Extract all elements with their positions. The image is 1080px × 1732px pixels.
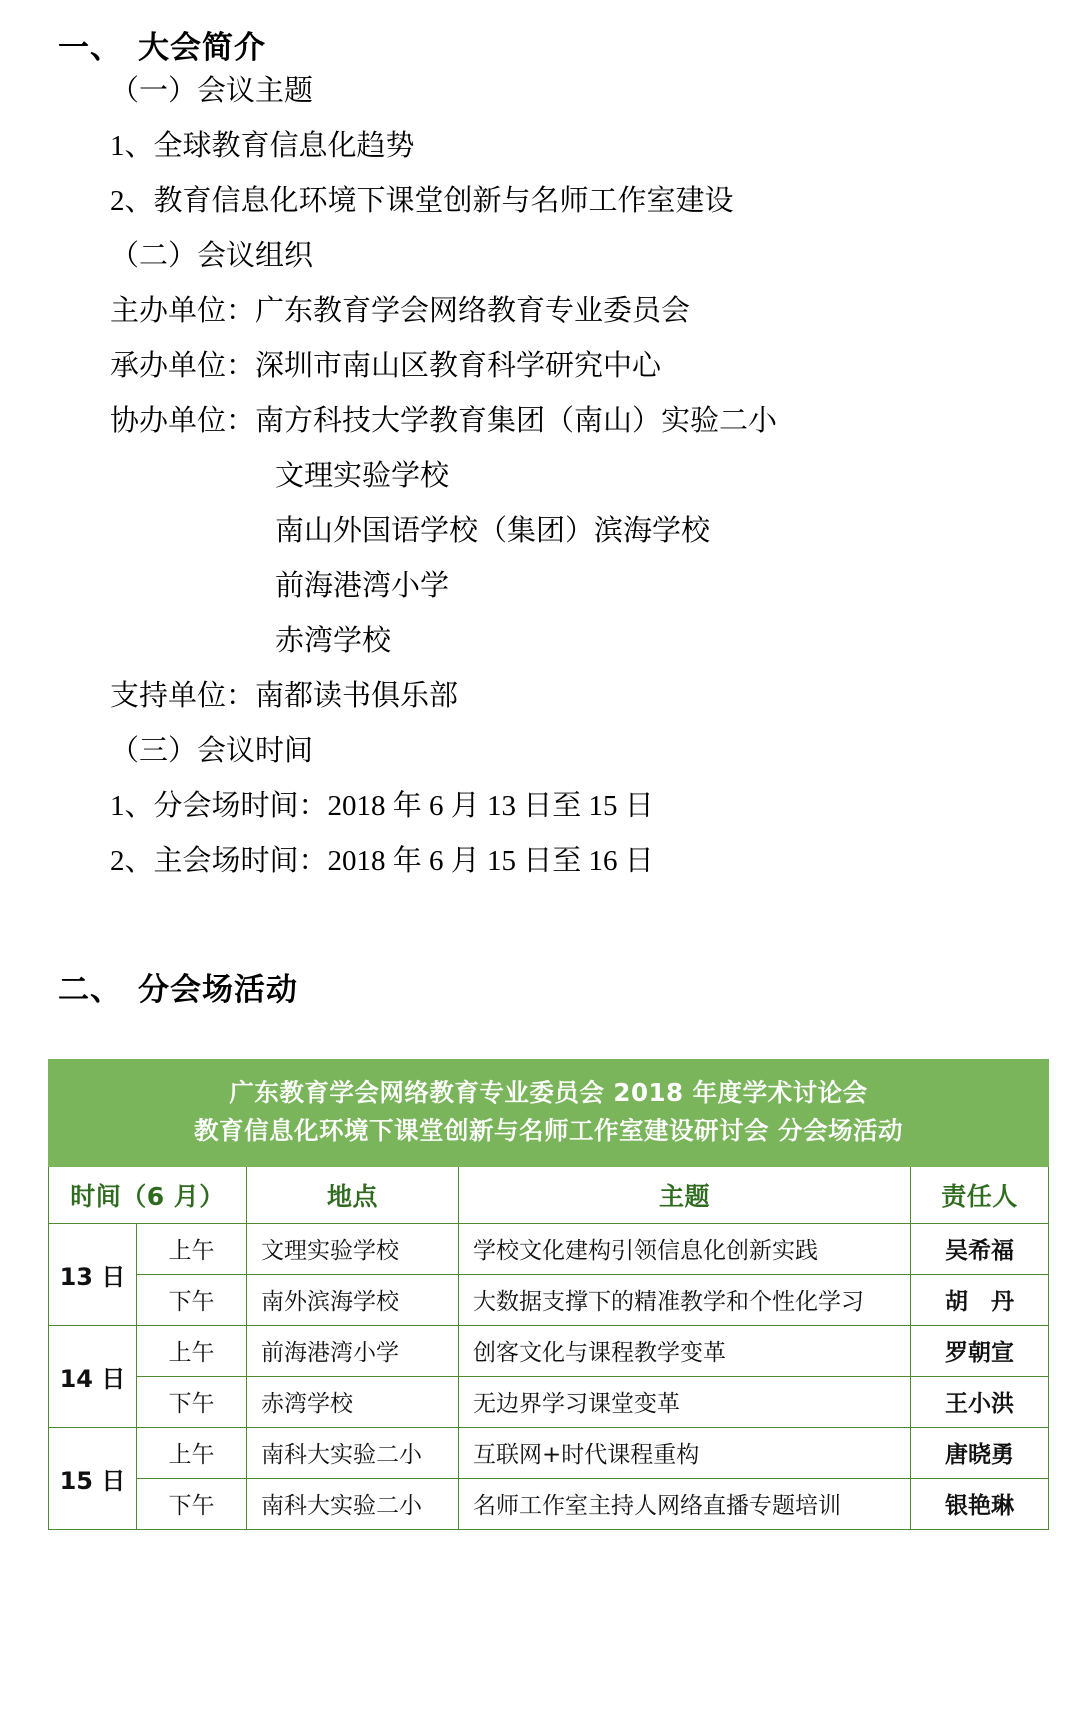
- intro-line-7: 协办单位：南方科技大学教育集团（南山）实验二小: [110, 405, 778, 437]
- ampm-cell-2-1: 下午: [137, 1478, 247, 1529]
- header-place: 地点: [247, 1166, 459, 1223]
- day-cell-2: 15 日: [49, 1427, 137, 1529]
- section-title-2: 分会场活动: [138, 972, 298, 1008]
- intro-line-8: 文理实验学校: [275, 460, 450, 492]
- topic-cell-0-1: 大数据支撑下的精准教学和个性化学习: [459, 1274, 911, 1325]
- section-heading-1: [58, 22, 1020, 67]
- intro-line-3: 2、教育信息化环境下课堂创新与名师工作室建设: [110, 185, 734, 217]
- intro-line-15: 2、主会场时间：2018 年 6 月 15 日至 16 日: [110, 845, 654, 877]
- section-gap: [30, 902, 1020, 952]
- person-cell-0-1: 胡 丹: [911, 1274, 1049, 1325]
- banner-line-2: 教育信息化环境下课堂创新与名师工作室建设研讨会 分会场活动: [194, 1115, 904, 1145]
- section-heading-2: [58, 964, 1020, 1009]
- ampm-cell-0-0: 上午: [137, 1223, 247, 1274]
- ampm-cell-0-1: 下午: [137, 1274, 247, 1325]
- intro-line-1: （一）会议主题: [110, 75, 314, 107]
- intro-line-13: （三）会议时间: [110, 735, 314, 767]
- section-number-1: 一、: [58, 30, 122, 66]
- table-row: [49, 1274, 1049, 1325]
- table-banner-row: [49, 1060, 1049, 1167]
- header-time: 时间（6 月）: [49, 1166, 247, 1223]
- section-title-1: 大会简介: [138, 30, 266, 66]
- place-cell-0-0: 文理实验学校: [247, 1223, 459, 1274]
- section-number-2: 二、: [58, 972, 122, 1008]
- ampm-cell-2-0: 上午: [137, 1427, 247, 1478]
- intro-line-9: 南山外国语学校（集团）滨海学校: [275, 515, 711, 547]
- schedule-table: [48, 1059, 1049, 1530]
- place-cell-2-0: 南科大实验二小: [247, 1427, 459, 1478]
- header-topic: 主题: [459, 1166, 911, 1223]
- table-row: [49, 1223, 1049, 1274]
- topic-cell-2-0: 互联网+时代课程重构: [459, 1427, 911, 1478]
- table-row: [49, 1427, 1049, 1478]
- header-person: 责任人: [911, 1166, 1049, 1223]
- day-cell-0: 13 日: [49, 1223, 137, 1325]
- topic-cell-1-1: 无边界学习课堂变革: [459, 1376, 911, 1427]
- ampm-cell-1-1: 下午: [137, 1376, 247, 1427]
- place-cell-2-1: 南科大实验二小: [247, 1478, 459, 1529]
- person-cell-0-0: 吴希福: [911, 1223, 1049, 1274]
- topic-cell-0-0: 学校文化建构引领信息化创新实践: [459, 1223, 911, 1274]
- topic-cell-2-1: 名师工作室主持人网络直播专题培训: [459, 1478, 911, 1529]
- place-cell-1-0: 前海港湾小学: [247, 1325, 459, 1376]
- person-cell-2-0: 唐晓勇: [911, 1427, 1049, 1478]
- person-cell-1-0: 罗朝宣: [911, 1325, 1049, 1376]
- person-cell-1-1: 王小洪: [911, 1376, 1049, 1427]
- table-row: [49, 1478, 1049, 1529]
- table-row: [49, 1325, 1049, 1376]
- table-banner: [49, 1060, 1049, 1167]
- intro-line-6: 承办单位：深圳市南山区教育科学研究中心: [110, 350, 662, 382]
- intro-line-4: （二）会议组织: [110, 240, 314, 272]
- intro-line-11: 赤湾学校: [275, 625, 392, 657]
- ampm-cell-1-0: 上午: [137, 1325, 247, 1376]
- intro-line-5: 主办单位：广东教育学会网络教育专业委员会: [110, 295, 691, 327]
- intro-line-10: 前海港湾小学: [275, 570, 450, 602]
- banner-line-1: 广东教育学会网络教育专业委员会 2018 年度学术讨论会: [229, 1078, 868, 1107]
- place-cell-0-1: 南外滨海学校: [247, 1274, 459, 1325]
- day-cell-1: 14 日: [49, 1325, 137, 1427]
- schedule-table-wrapper: [48, 1059, 1048, 1530]
- table-row: [49, 1376, 1049, 1427]
- person-cell-2-1: 银艳琳: [911, 1478, 1049, 1529]
- place-cell-1-1: 赤湾学校: [247, 1376, 459, 1427]
- topic-cell-1-0: 创客文化与课程教学变革: [459, 1325, 911, 1376]
- intro-line-12: 支持单位：南都读书俱乐部: [110, 680, 459, 712]
- intro-line-2: 1、全球教育信息化趋势: [110, 130, 415, 162]
- intro-line-14: 1、分会场时间：2018 年 6 月 13 日至 15 日: [110, 790, 654, 822]
- table-header-row: [49, 1166, 1049, 1223]
- table-gap: [30, 1019, 1020, 1053]
